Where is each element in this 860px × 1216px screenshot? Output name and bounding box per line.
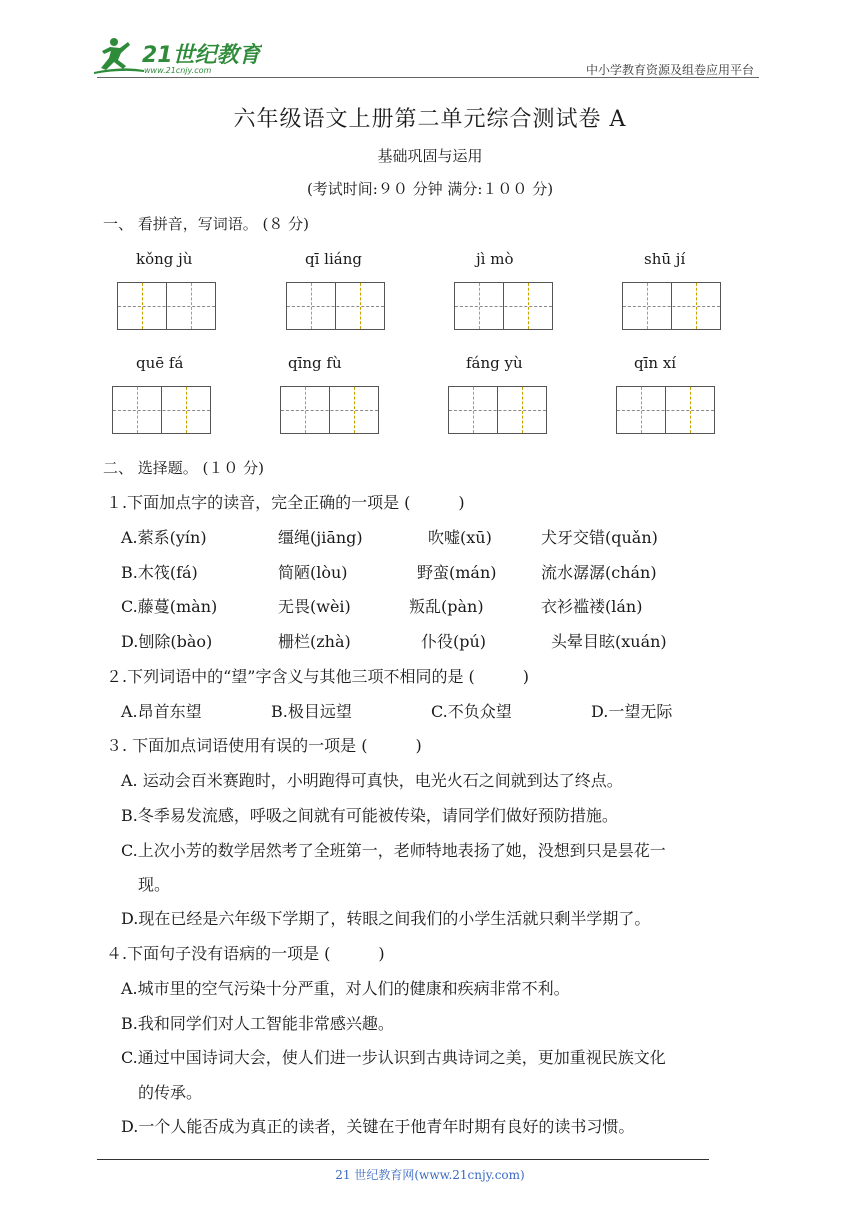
q1-option-c: 无畏(wèi)	[278, 597, 351, 616]
q2-option-c: C.不负众望	[431, 702, 512, 721]
header-divider	[97, 77, 759, 78]
q3-option-d: D.现在已经是六年级下学期了，转眼之间我们的小学生活就只剩半学期了。	[121, 909, 651, 928]
question-3-stem: ３. 下面加点词语使用有误的一项是 ( )	[106, 736, 422, 755]
q3-option-b: B.冬季易发流感，呼吸之间就有可能被传染，请同学们做好预防措施。	[121, 806, 618, 825]
q1-option-b: B.木筏(fá)	[121, 563, 198, 582]
q1-option-b: 野蛮(mán)	[417, 563, 497, 582]
q4-option-c-cont: 的传承。	[138, 1083, 203, 1102]
exam-title: 六年级语文上册第二单元综合测试卷 A	[233, 107, 627, 132]
question-1-stem: １.下面加点字的读音，完全正确的一项是 ( )	[106, 493, 465, 512]
site-logo	[92, 36, 262, 78]
q1-option-c: 叛乱(pàn)	[409, 597, 484, 616]
q1-option-c: 衣衫褴褛(lán)	[541, 597, 643, 616]
writing-grid[interactable]	[117, 282, 216, 330]
q4-option-b: B.我和同学们对人工智能非常感兴趣。	[121, 1014, 394, 1033]
q4-option-c: C.通过中国诗词大会，使人们进一步认识到古典诗词之美，更加重视民族文化	[121, 1048, 666, 1067]
q1-option-a: 吹嘘(xū)	[428, 528, 492, 547]
platform-label: 中小学教育资源及组卷应用平台	[585, 63, 754, 77]
section2-heading: 二、 选择题。 (１０ 分)	[103, 459, 265, 477]
svg-text:21世纪教育: 21世纪教育	[142, 43, 261, 68]
pinyin-label: jì mò	[476, 250, 514, 268]
footer-divider	[97, 1159, 709, 1160]
q1-option-d: 仆役(pú)	[421, 632, 487, 651]
q1-option-a: A.萦系(yín)	[121, 528, 207, 547]
q1-option-b: 简陋(lòu)	[278, 563, 348, 582]
pinyin-label: qī liáng	[305, 250, 362, 268]
q1-option-a: 缰绳(jiāng)	[278, 528, 363, 547]
q1-option-d: 头晕目眩(xuán)	[551, 632, 667, 651]
q3-option-c: C.上次小芳的数学居然考了全班第一，老师特地表扬了她，没想到只是昙花一	[121, 841, 666, 860]
q2-option-d: D.一望无际	[591, 702, 673, 721]
pinyin-label: qīng fù	[288, 354, 342, 372]
writing-grid[interactable]	[616, 386, 715, 434]
q1-option-b: 流水潺潺(chán)	[541, 563, 657, 582]
pinyin-label: shū jí	[644, 250, 686, 268]
q1-option-c: C.藤蔓(màn)	[121, 597, 218, 616]
question-2-stem: ２.下列词语中的“望”字含义与其他三项不相同的是 ( )	[106, 667, 530, 686]
section1-heading: 一、 看拼音，写词语。 (８ 分)	[103, 215, 310, 233]
exam-meta: (考试时间:９０ 分钟 满分:１００ 分)	[306, 180, 554, 198]
writing-grid[interactable]	[280, 386, 379, 434]
pinyin-label: qīn xí	[634, 354, 677, 372]
q1-option-d: 栅栏(zhà)	[278, 632, 351, 651]
pinyin-label: kǒng jù	[136, 250, 193, 268]
q4-option-a: A.城市里的空气污染十分严重，对人们的健康和疾病非常不利。	[121, 979, 570, 998]
q1-option-d: D.刨除(bào)	[121, 632, 213, 651]
writing-grid[interactable]	[454, 282, 553, 330]
q1-option-a: 犬牙交错(quǎn)	[541, 528, 658, 547]
pinyin-label: fáng yù	[466, 354, 523, 372]
exam-subtitle: 基础巩固与运用	[377, 147, 483, 165]
pinyin-label: quē fá	[136, 354, 184, 372]
writing-grid[interactable]	[112, 386, 211, 434]
q3-option-c-cont: 现。	[138, 875, 171, 894]
q2-option-a: A.昂首东望	[121, 702, 202, 721]
footer-link[interactable]: 21 世纪教育网(www.21cnjy.com)	[335, 1168, 525, 1182]
question-4-stem: ４.下面句子没有语病的一项是 ( )	[106, 944, 385, 963]
writing-grid[interactable]	[286, 282, 385, 330]
writing-grid[interactable]	[448, 386, 547, 434]
q2-option-b: B.极目远望	[271, 702, 352, 721]
writing-grid[interactable]	[622, 282, 721, 330]
svg-text:www.21cnjy.com: www.21cnjy.com	[144, 66, 212, 75]
q4-option-d: D.一个人能否成为真正的读者，关键在于他青年时期有良好的读书习惯。	[121, 1117, 635, 1136]
q3-option-a: A. 运动会百米赛跑时，小明跑得可真快，电光火石之间就到达了终点。	[121, 771, 623, 790]
